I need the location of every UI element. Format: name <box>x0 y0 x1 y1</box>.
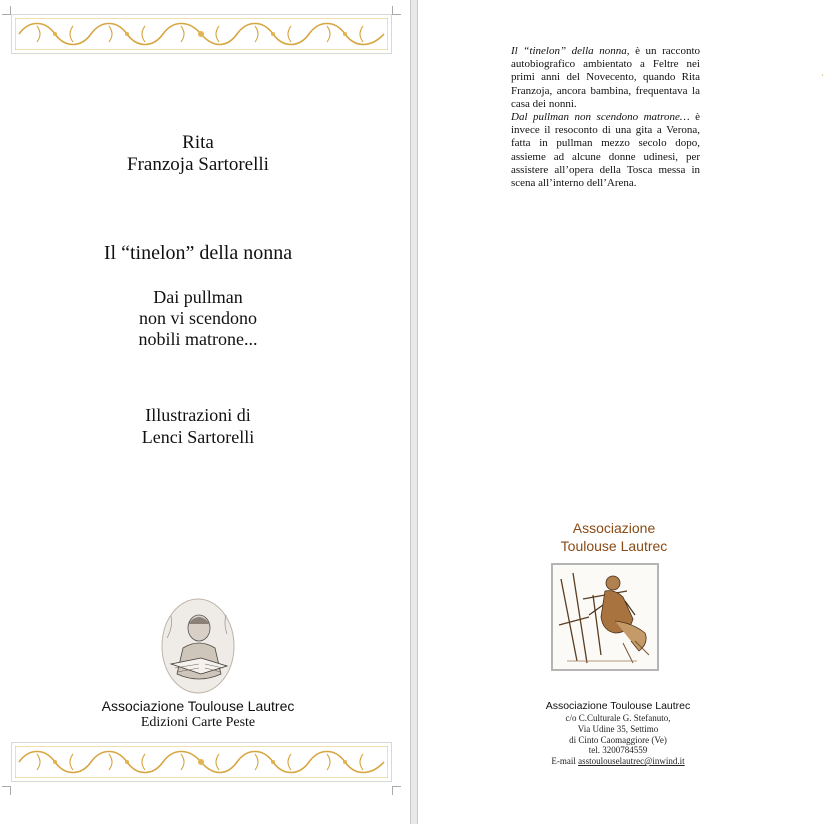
subtitle-line: Dai pullman <box>153 287 243 307</box>
contact-email-line <box>498 756 738 767</box>
floral-scroll-icon <box>15 18 388 50</box>
contact-line: di Cinto Caomaggiore (Ve) <box>569 734 667 745</box>
summary-paragraph <box>511 111 700 190</box>
summary-text: è un racconto autobiografico ambientato a Feltre nei primi anni del Novecento, quando Rita Franzoja, ancora bambina, frequentava la casa dei nonni. <box>511 45 700 110</box>
association-sketch <box>551 563 659 671</box>
author-name <box>0 132 396 176</box>
publisher-association: Associazione Toulouse Lautrec <box>101 698 295 714</box>
illustrator-name: Lenci Sartorelli <box>141 427 255 447</box>
illustrations-label: Illustrazioni di <box>145 405 251 425</box>
book-title: Il “tinelon” della nonna <box>103 242 293 264</box>
association-line: Toulouse Lautrec <box>560 538 668 554</box>
crop-mark <box>392 6 401 15</box>
right-page <box>418 0 825 824</box>
portrait-icon <box>161 598 235 694</box>
floral-scroll-icon <box>15 746 388 778</box>
association-line: Associazione <box>572 520 656 536</box>
contact-line: c/o C.Culturale G. Stefanuto, <box>565 713 671 723</box>
page-gutter <box>410 0 418 824</box>
top-ornament-border <box>11 14 392 54</box>
email-label: E-mail <box>551 756 576 767</box>
email-link[interactable]: asstoulouselautrec@inwind.it <box>578 756 685 767</box>
contact-line: tel. 3200784559 <box>588 745 648 756</box>
subtitle-line: non vi scendono <box>139 308 257 328</box>
book-summary <box>511 45 700 190</box>
crop-mark <box>2 6 11 15</box>
author-last-name: Franzoja Sartorelli <box>127 154 269 175</box>
bottom-ornament-border <box>11 742 392 782</box>
contact-line: Via Udine 35, Settimo <box>577 723 659 734</box>
portrait-illustration <box>161 598 235 694</box>
sketch-figure-icon <box>553 565 657 669</box>
publisher-edition: Edizioni Carte Peste <box>140 715 256 730</box>
book-subtitle <box>0 287 396 350</box>
summary-title: Il “tinelon” della nonna, <box>511 45 630 57</box>
summary-text: è invece il resoconto di una gita a Verona, fatta in pullman mezzo secolo dopo, assieme ad alcune donne udinesi, per assistere all’opera della Tosca messa in scena all’interno dell’Arena. <box>511 111 701 190</box>
author-first-name: Rita <box>182 132 214 153</box>
subtitle-line: nobili matrone... <box>138 329 258 349</box>
illustrations-credit <box>0 404 396 448</box>
association-heading <box>514 519 714 555</box>
crop-mark <box>392 786 401 795</box>
contact-name: Associazione Toulouse Lautrec <box>545 700 691 712</box>
contact-details <box>498 713 738 767</box>
crop-mark <box>2 786 11 795</box>
summary-title: Dal pullman non scendono matrone… <box>511 111 690 124</box>
summary-paragraph <box>511 45 700 111</box>
edge-mark: · <box>821 70 824 80</box>
left-page <box>0 0 410 824</box>
